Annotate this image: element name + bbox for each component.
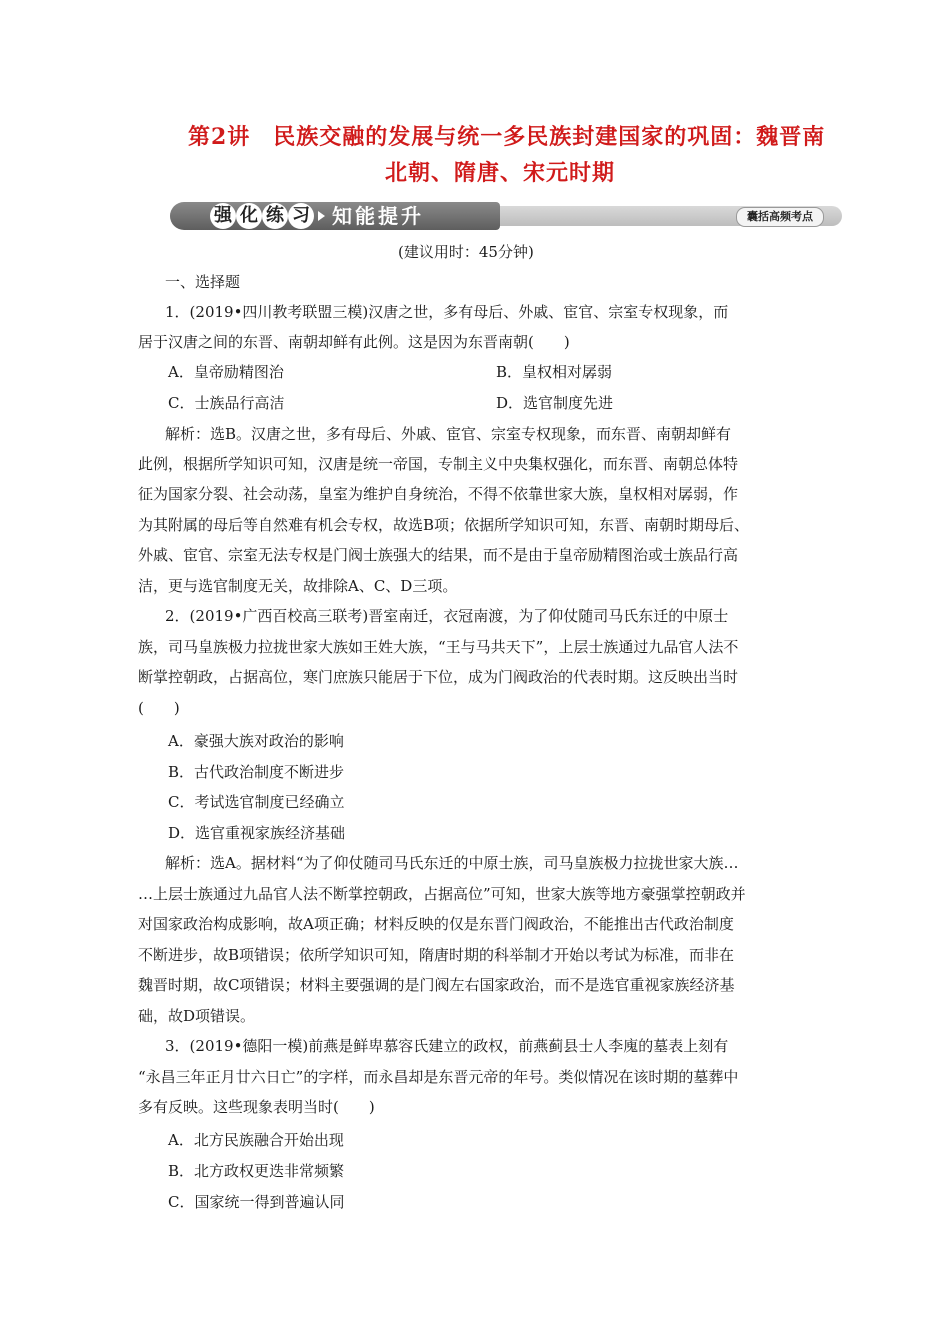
- q2-analysis-line: 对国家政治构成影响，故A项正确；材料反映的仅是东晋门阀政治，不能推出古代政治制度: [138, 915, 734, 933]
- q3-option-a: A．北方民族融合开始出现: [168, 1131, 344, 1149]
- q3-option-c: C．国家统一得到普遍认同: [168, 1193, 345, 1211]
- q1-option-d: D．选官制度先进: [496, 394, 614, 412]
- q2-stem-line: 2．(2019•广西百校高三联考)晋室南迁，衣冠南渡，为了仰仗随司马氏东迁的中原士: [165, 607, 729, 625]
- time-note: (建议用时：45分钟): [398, 243, 534, 261]
- q2-analysis-line: 魏晋时期，故C项错误；材料主要强调的是门阀左右国家政治，而不是选官重视家族经济基: [138, 976, 735, 994]
- q1-analysis-line: 征为国家分裂、社会动荡，皇室为维护自身统治，不得不依靠世家大族，皇权相对孱弱，作: [138, 485, 739, 503]
- q3-option-b: B．北方政权更迭非常频繁: [168, 1162, 345, 1180]
- q1-option-a: A．皇帝励精图治: [168, 363, 284, 381]
- q2-analysis-line: 础，故D项错误。: [138, 1007, 256, 1025]
- arrow-right-icon: [318, 211, 325, 221]
- q2-analysis-line: 不断进步，故B项错误；依所学知识可知，隋唐时期的科举制才开始以考试为标准，而非在: [138, 946, 735, 964]
- banner-char-4: 习: [288, 203, 314, 229]
- q2-stem-line: 断掌控朝政，占据高位，寒门庶族只能居于下位，成为门阀政治的代表时期。这反映出当时: [138, 668, 739, 686]
- q1-stem-line: 1．(2019•四川教考联盟三模)汉唐之世，多有母后、外戚、宦官、宗室专权现象，而: [165, 303, 729, 321]
- q1-stem-line: 居于汉唐之间的东晋、南朝却鲜有此例。这是因为东晋南朝( ): [138, 333, 570, 351]
- banner-tag: 囊括高频考点: [736, 207, 824, 227]
- banner-char-1: 强: [210, 203, 236, 229]
- q1-analysis-line: 解析：选B。汉唐之世，多有母后、外戚、宦官、宗室专权现象，而东晋、南朝却鲜有: [165, 425, 732, 443]
- q2-option-a: A．豪强大族对政治的影响: [168, 732, 344, 750]
- q1-option-b: B．皇权相对孱弱: [496, 363, 613, 381]
- q1-analysis-line: 为其附属的母后等自然难有机会专权，故选B项；依据所学知识可知，东晋、南朝时期母后、: [138, 516, 750, 534]
- q2-stem-line: ( ): [138, 699, 180, 717]
- q1-analysis-line: 外戚、宦官、宗室无法专权是门阀士族强大的结果，而不是由于皇帝励精图治或士族品行高: [138, 546, 739, 564]
- q2-option-d: D．选官重视家族经济基础: [168, 824, 346, 842]
- q1-analysis-line: 此例，根据所学知识可知，汉唐是统一帝国，专制主义中央集权强化，而东晋、南朝总体特: [138, 455, 739, 473]
- banner-char-3: 练: [262, 203, 288, 229]
- q2-option-b: B．古代政治制度不断进步: [168, 763, 345, 781]
- banner-char-2: 化: [236, 203, 262, 229]
- section-banner: [170, 200, 842, 232]
- q3-stem-line: “永昌三年正月廿六日亡”的字样，而永昌却是东晋元帝的年号。类似情况在该时期的墓葬中: [138, 1068, 739, 1086]
- q3-stem-line: 3．(2019•德阳一模)前燕是鲜卑慕容氏建立的政权，前燕蓟县士人李廆的墓表上刻有: [165, 1037, 729, 1055]
- q2-analysis-line: 解析：选A。据材料“为了仰仗随司马氏东迁的中原士族，司马皇族极力拉拢世家大族…: [165, 854, 739, 872]
- page-title-line2: 北朝、隋唐、宋元时期: [384, 160, 615, 186]
- q1-analysis-line: 洁，更与选官制度无关，故排除A、C、D三项。: [138, 577, 458, 595]
- banner-subtitle: 知能提升: [332, 204, 424, 228]
- section-heading: 一、选择题: [165, 273, 241, 291]
- q2-analysis-line: …上层士族通过九品官人法不断掌控朝政，占据高位”可知，世家大族等地方豪强掌控朝政并: [138, 885, 746, 903]
- q2-stem-line: 族，司马皇族极力拉拢世家大族如王姓大族，“王与马共天下”，上层士族通过九品官人法不: [138, 638, 739, 656]
- q2-option-c: C．考试选官制度已经确立: [168, 793, 345, 811]
- page-title-line1: 第2讲 民族交融的发展与统一多民族封建国家的巩固：魏晋南: [188, 124, 826, 150]
- q1-option-c: C．士族品行高洁: [168, 394, 285, 412]
- q3-stem-line: 多有反映。这些现象表明当时( ): [138, 1098, 375, 1116]
